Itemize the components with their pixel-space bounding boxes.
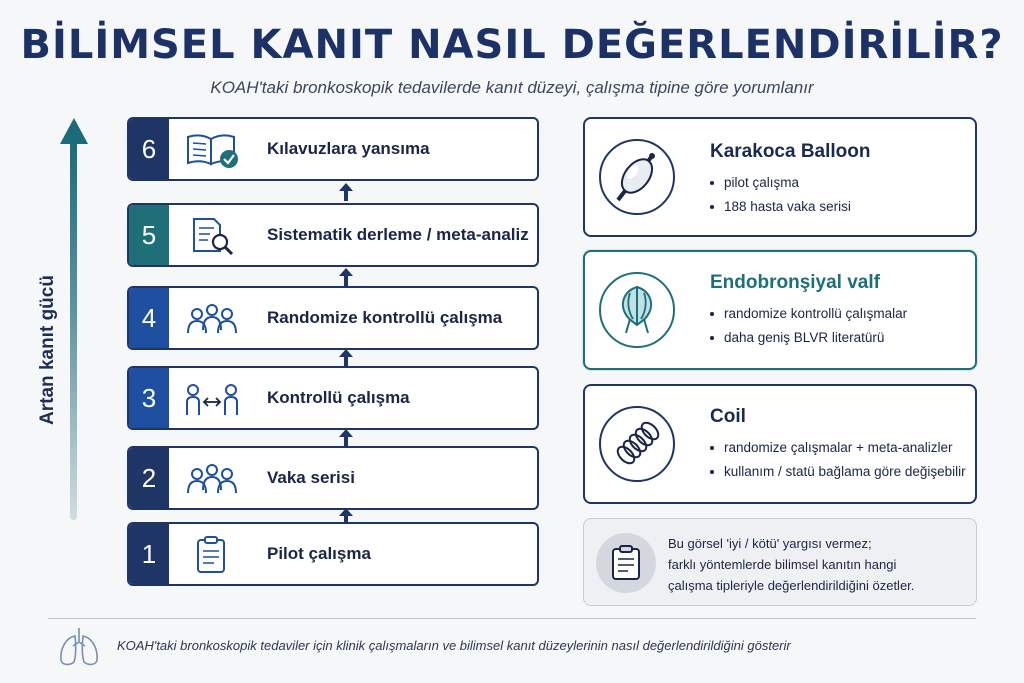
card-title: Endobronşiyal valf [710, 272, 880, 293]
level-label: Kılavuzlara yansıma [267, 139, 430, 158]
card-bullet: pilot çalışma [710, 175, 851, 190]
step-arrow [339, 183, 353, 201]
lungs-icon [57, 626, 101, 668]
note-line: Bu görsel 'iyi / kötü' yargısı vermez; [668, 536, 872, 551]
card-bullet: randomize kontrollü çalışmalar [710, 306, 907, 321]
people-group-icon [184, 300, 240, 338]
axis-label: Artan kanıt gücü [37, 275, 58, 425]
card-bullet-list [710, 306, 907, 354]
card-karakoca-balloon [583, 117, 977, 237]
card-endobronsiyal-valf [583, 250, 977, 370]
person-compare-icon [184, 380, 240, 418]
level-number: 4 [129, 288, 169, 348]
balloon-catheter-icon [599, 139, 675, 215]
card-bullet: kullanım / statü bağlama göre değişebilir [710, 464, 966, 479]
step-arrow [339, 268, 353, 286]
step-arrow [339, 349, 353, 367]
clipboard-icon [184, 536, 240, 574]
card-coil [583, 384, 977, 504]
footer-divider [48, 618, 976, 619]
axis-arrow-line [70, 140, 77, 520]
level-1 [127, 522, 539, 586]
note-box [583, 518, 977, 606]
card-bullet: daha geniş BLVR literatürü [710, 330, 907, 345]
coil-icon [599, 406, 675, 482]
document-search-icon [184, 217, 240, 255]
level-label: Sistematik derleme / meta-analiz [267, 225, 529, 244]
level-number: 3 [129, 368, 169, 428]
level-label: Vaka serisi [267, 468, 355, 487]
page-subtitle: KOAH'taki bronkoskopik tedavilerde kanıt düzeyi, çalışma tipine göre yorumlanır [210, 78, 814, 97]
footer-caption: KOAH'taki bronkoskopik tedaviler için klinik çalışmaların ve bilimsel kanıt düzeylerinin nasıl değerlendirildiğini gösterir [117, 638, 791, 653]
page-title: BİLİMSEL KANIT NASIL DEĞERLENDİRİLİR? [20, 22, 1004, 68]
level-6 [127, 117, 539, 181]
clipboard-icon [596, 533, 656, 593]
note-line: farklı yöntemlerde bilimsel kanıtın hangi [668, 557, 897, 572]
level-3 [127, 366, 539, 430]
card-title: Coil [710, 406, 746, 427]
level-label: Pilot çalışma [267, 544, 371, 563]
level-2 [127, 446, 539, 510]
people-group-icon [184, 460, 240, 498]
level-4 [127, 286, 539, 350]
book-check-icon [184, 131, 240, 169]
card-bullet: randomize çalışmalar + meta-analizler [710, 440, 966, 455]
card-title: Karakoca Balloon [710, 141, 871, 162]
level-number: 2 [129, 448, 169, 508]
level-label: Randomize kontrollü çalışma [267, 308, 503, 327]
level-number: 5 [129, 205, 169, 265]
card-bullet: 188 hasta vaka serisi [710, 199, 851, 214]
level-number: 1 [129, 524, 169, 584]
card-bullet-list [710, 440, 966, 488]
note-line: çalışma tipleriyle değerlendirildiğini özetler. [668, 578, 915, 593]
level-5 [127, 203, 539, 267]
level-label: Kontrollü çalışma [267, 388, 410, 407]
level-number: 6 [129, 119, 169, 179]
step-arrow [339, 429, 353, 447]
valve-icon [599, 272, 675, 348]
note-text [668, 533, 914, 596]
card-bullet-list [710, 175, 851, 223]
